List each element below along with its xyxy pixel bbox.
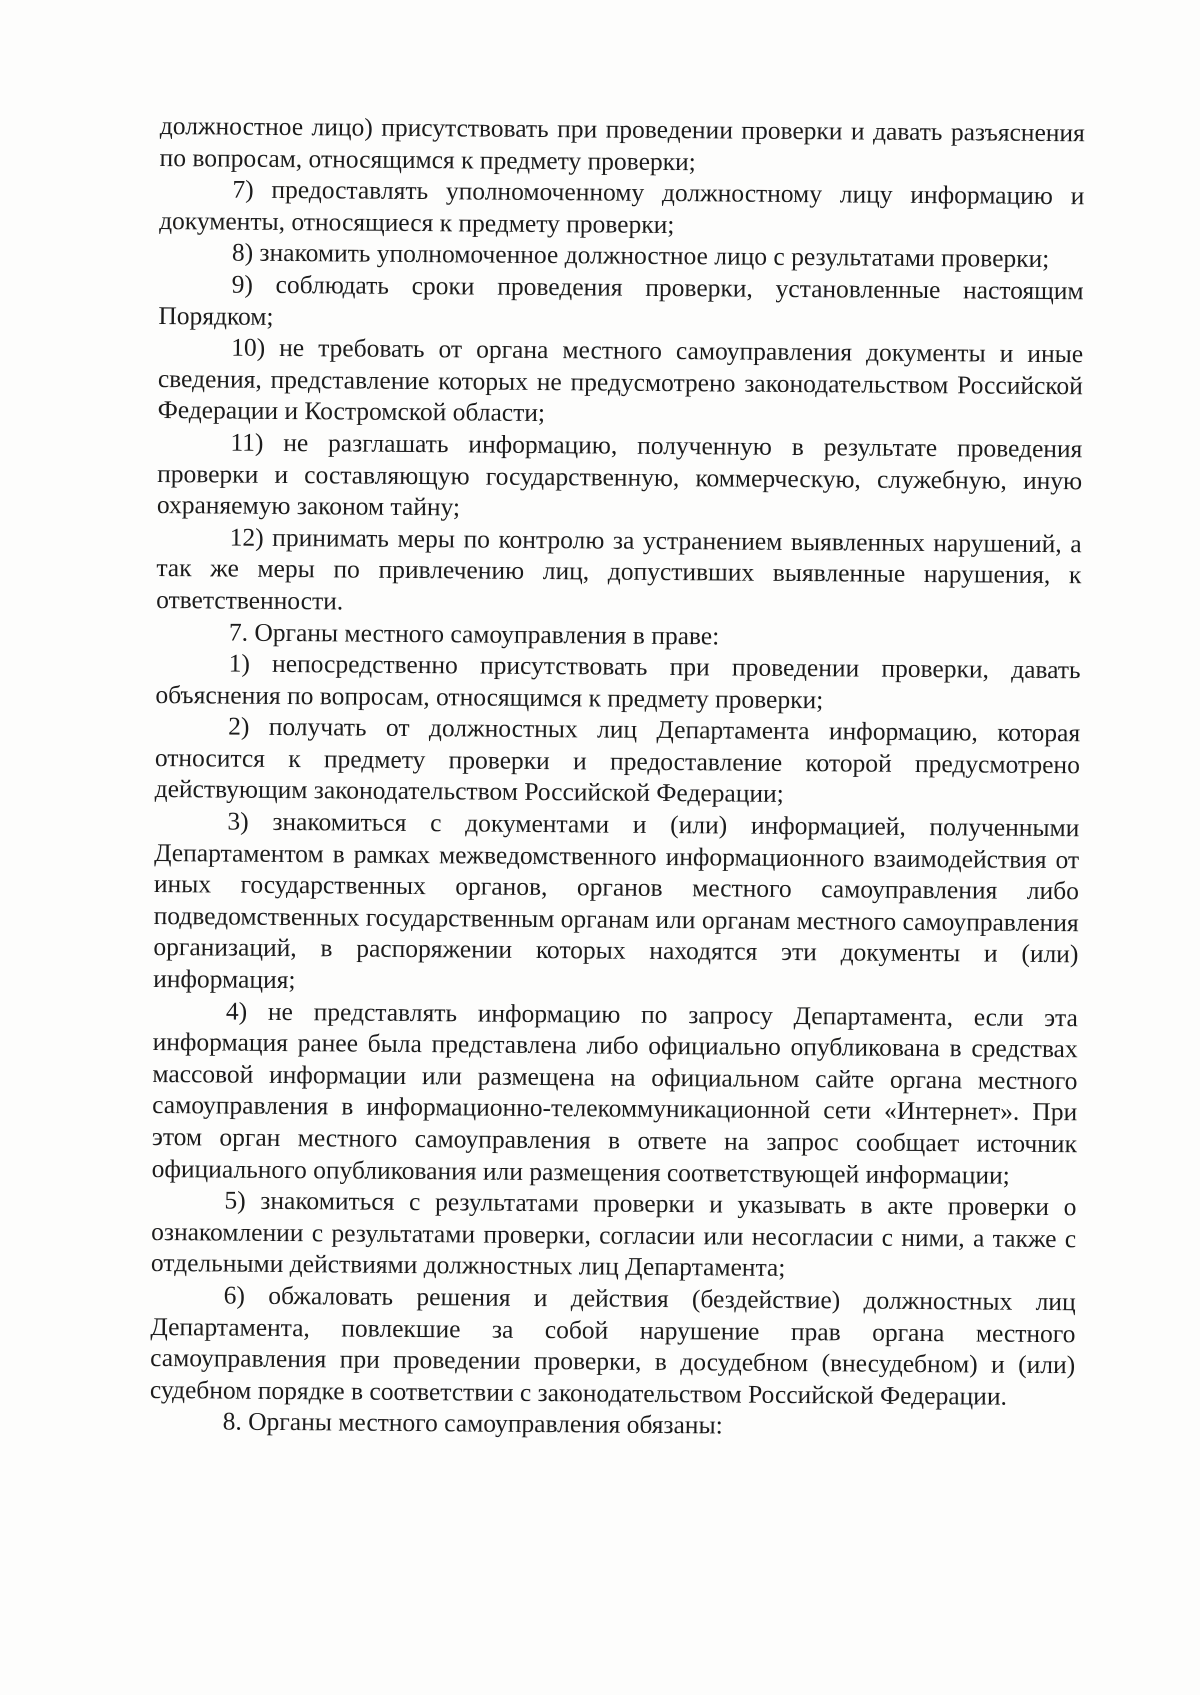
section-7-item-3: 3) знакомиться с документами и (или) информацией, полученными Департаментом в рамках межведомственного информационного взаимодействия от иных государственных органов, органов местного самоуправления либо подведомственных государственным органам или органам местного самоуправления организаций, в распоряжении которых находятся эти документы и (или) информация; — [153, 806, 1080, 995]
paragraph-item-8: 8) знакомить уполномоченное должностное лицо с результатами проверки; — [231, 237, 1050, 274]
section-7-item-2: 2) получать от должностных лиц Департамента информацию, которая относится к предмету проверки и предоставление которой предусмотрено действующим законодательством Российской Федерации; — [154, 711, 1081, 809]
paragraph-item-10: 10) не требовать от органа местного самоуправления документы и иные сведения, представление которых не предусмотрено законодательством Российской Федерации и Костромской области; — [157, 332, 1084, 428]
paragraph-item-7: 7) предоставлять уполномоченному должностному лицу информацию и документы, относящиеся к предмету проверки; — [159, 174, 1085, 239]
section-8-heading: 8. Органы местного самоуправления обязаны: — [222, 1406, 723, 1440]
document-body — [150, 110, 1085, 1444]
section-7-heading: 7. Органы местного самоуправления в праве: — [228, 617, 720, 650]
paragraph-continuation: должностное лицо) присутствовать при проведении проверки и давать разъяснения по вопросам, относящимся к предмету проверки; — [159, 110, 1085, 176]
paragraph-item-11: 11) не разглашать информацию, полученную в результате проведения проверки и составляющую государственную, коммерческую, служебную, иную охраняемую законом тайну; — [156, 427, 1083, 522]
paragraph-item-9: 9) соблюдать сроки проведения проверки, установленные настоящим Порядком; — [158, 269, 1084, 331]
section-7-item-6: 6) обжаловать решения и действия (бездействие) должностных лиц Департамента, повлекшие за собой нарушение прав органа местного самоуправления при проведении проверки, в досудебном (внесудебном) и (или) судебном порядке в соответствии с законодательством Российской Федерации. — [149, 1280, 1076, 1411]
section-7-item-4: 4) не представлять информацию по запросу Департамента, если эта информация ранее была представлена либо официально опубликована в средствах массовой информации или размещена на официальном сайте органа местного самоуправления в информационно-телекоммуникационной сети «Интернет». При этом орган местного самоуправления в ответе на запрос сообщает источник официального опубликования или размещения соответствующей информации; — [151, 996, 1079, 1190]
section-7-item-5: 5) знакомиться с результатами проверки и указывать в акте проверки о ознакомлении с результатами проверки, согласии или несогласии с ними, а также с отдельными действиями должностных лиц Департамента; — [150, 1185, 1077, 1283]
section-7-item-1: 1) непосредственно присутствовать при проведении проверки, давать объяснения по вопросам, относящимся к предмету проверки; — [155, 648, 1081, 714]
paragraph-item-12: 12) принимать меры по контролю за устранением выявленных нарушений, а так же меры по привлечению лиц, допустивших выявленные нарушения, к ответственности. — [156, 522, 1082, 616]
